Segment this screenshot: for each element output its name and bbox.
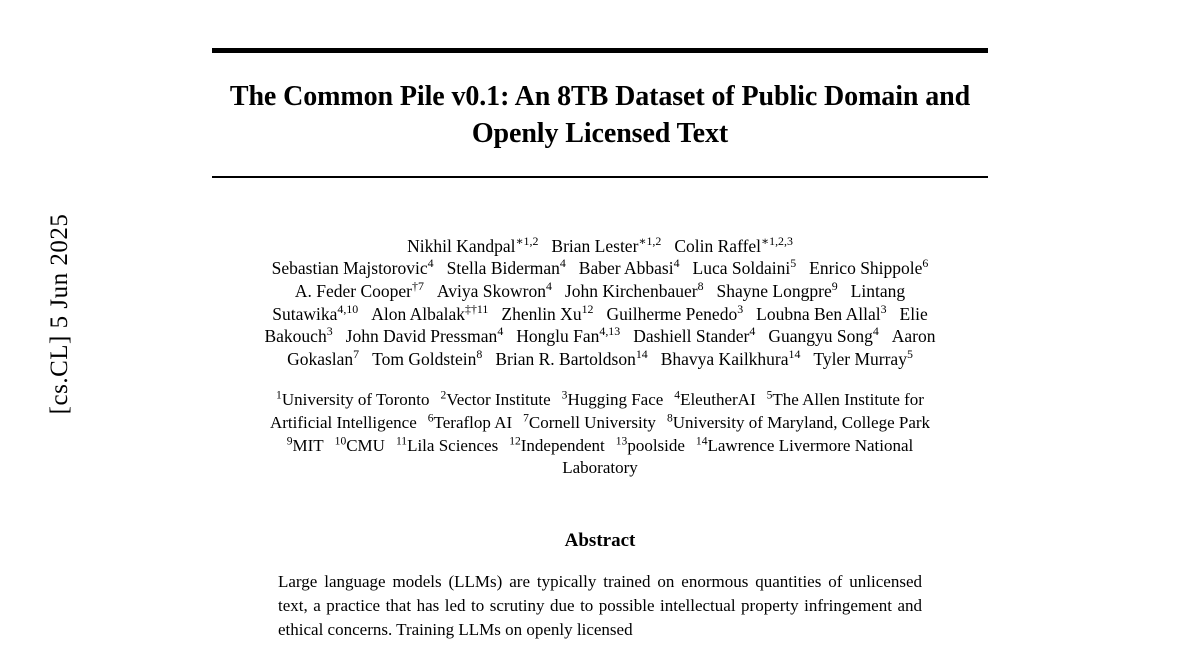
author-name: Bhavya Kailkhura$^{14}$ xyxy=(660,346,801,369)
affiliation-entry: $^{10}$CMU xyxy=(334,433,385,455)
affiliation-entry: $^5$The Allen Institute for xyxy=(766,388,924,410)
affiliation-line xyxy=(212,457,988,480)
author-affiliation-marker: 4 xyxy=(673,256,680,271)
author-line xyxy=(212,257,988,280)
author-line xyxy=(212,348,988,371)
affiliation-entry: $^9$MIT xyxy=(286,433,324,455)
author-affiliation-marker: 6 xyxy=(922,256,929,271)
author-line xyxy=(212,280,988,303)
affiliation-marker: 2 xyxy=(440,388,447,402)
affiliation-marker: 1 xyxy=(276,388,282,402)
author-affiliation-marker: 7 xyxy=(353,346,360,361)
author-affiliation-marker: 3 xyxy=(880,301,887,316)
title-rule-top xyxy=(212,48,988,53)
affiliation-entry: $^6$Teraflop AI xyxy=(427,411,513,432)
author-name: Luca Soldaini$^5$ xyxy=(692,256,797,279)
author-name: Stella Biderman$^4$ xyxy=(446,256,566,279)
author-name: Alon Albalak$^{\ddagger\dagger 11}$ xyxy=(371,301,489,324)
title-rule-bottom xyxy=(212,176,988,178)
author-name: John David Pressman$^4$ xyxy=(345,324,504,347)
affiliation-marker: 4 xyxy=(674,388,681,402)
author-affiliation-marker: 5 xyxy=(790,256,797,271)
affiliation-line xyxy=(212,412,988,435)
affiliation-entry: $^7$Cornell University xyxy=(523,411,656,432)
author-affiliation-marker: ‡†11 xyxy=(465,301,489,316)
author-name: Sebastian Majstorovic$^4$ xyxy=(271,256,434,279)
affiliation-entry: $^2$Vector Institute xyxy=(440,388,551,410)
author-name: Loubna Ben Allal$^3$ xyxy=(756,301,887,324)
author-affiliation-marker: 4 xyxy=(872,324,879,339)
paper-page xyxy=(212,0,988,648)
author-name: Bakouch$^3$ xyxy=(264,324,333,347)
author-name: Guilherme Penedo$^3$ xyxy=(606,301,744,324)
author-name: John Kirchenbauer$^8$ xyxy=(564,279,704,302)
author-affiliation-marker: 3 xyxy=(326,324,333,339)
author-affiliation-marker: 14 xyxy=(635,346,648,361)
affiliation-list xyxy=(212,389,988,479)
author-affiliation-marker: 3 xyxy=(737,301,744,316)
affiliation-entry: $^{11}$Lila Sciences xyxy=(395,433,499,455)
author-affiliation-marker: 8 xyxy=(476,346,483,361)
author-affiliation-marker: †7 xyxy=(412,279,424,294)
author-name: Brian R. Bartoldson$^{14}$ xyxy=(495,346,648,369)
affiliation-entry: $^8$University of Maryland, College Park xyxy=(666,411,931,432)
arxiv-identifier-stamp xyxy=(0,0,73,648)
author-name: Zhenlin Xu$^{12}$ xyxy=(501,301,594,324)
author-line xyxy=(212,303,988,326)
author-line xyxy=(212,325,988,348)
affiliation-marker: 14 xyxy=(695,433,708,447)
author-list xyxy=(212,235,988,370)
author-affiliation-marker: 4 xyxy=(749,324,756,339)
affiliation-line xyxy=(212,389,988,412)
affiliation-entry: $^{13}$poolside xyxy=(615,433,685,455)
arxiv-stamp-text: [cs.CL] 5 Jun 2025 xyxy=(46,213,73,415)
author-name: Colin Raffel$^{∗1,2,3}$ xyxy=(674,234,793,256)
author-affiliation-marker: 4 xyxy=(497,324,504,339)
affiliation-marker: 13 xyxy=(615,433,628,447)
affiliation-marker: 3 xyxy=(561,388,568,402)
abstract-heading: Abstract xyxy=(564,529,636,551)
affiliation-marker: 12 xyxy=(509,433,521,447)
author-affiliation-marker: ∗1,2 xyxy=(515,234,539,249)
affiliation-entry: $^3$Hugging Face xyxy=(561,388,664,410)
author-affiliation-marker: 14 xyxy=(788,346,801,361)
affiliation-entry: $^4$EleutherAI xyxy=(674,388,756,410)
author-affiliation-marker: 9 xyxy=(831,279,838,294)
author-name: Tom Goldstein$^8$ xyxy=(372,346,483,369)
author-name: Lintang xyxy=(850,281,906,302)
affiliation-marker: 10 xyxy=(334,433,347,447)
author-name: Honglu Fan$^{4,13}$ xyxy=(516,324,621,347)
author-name: Elie xyxy=(899,303,928,324)
author-name: Sutawika$^{4,10}$ xyxy=(272,301,359,324)
affiliation-marker: 6 xyxy=(427,411,434,425)
author-affiliation-marker: 4 xyxy=(545,279,552,294)
affiliation-entry: Laboratory xyxy=(562,458,638,478)
author-name: Baber Abbasi$^4$ xyxy=(578,256,680,279)
author-affiliation-marker: ∗1,2 xyxy=(638,234,662,249)
author-affiliation-marker: 4,13 xyxy=(599,324,621,339)
author-name: Nikhil Kandpal$^{∗1,2}$ xyxy=(407,234,539,256)
author-name: Aaron xyxy=(891,326,936,347)
affiliation-entry: $^{12}$Independent xyxy=(509,433,605,455)
page-title: The Common Pile v0.1: An 8TB Dataset of Public Domain and Openly Licensed Text xyxy=(229,81,971,149)
author-name: Dashiell Stander$^4$ xyxy=(633,324,756,347)
affiliation-marker: 11 xyxy=(395,433,408,447)
author-affiliation-marker: 4 xyxy=(559,256,566,271)
author-name: Shayne Longpre$^9$ xyxy=(716,279,838,302)
author-name: Aviya Skowron$^4$ xyxy=(436,279,552,302)
author-name: Brian Lester$^{∗1,2}$ xyxy=(551,234,662,256)
author-name: Gokaslan$^7$ xyxy=(287,346,360,369)
affiliation-marker: 9 xyxy=(286,433,293,447)
abstract-text: Large language models (LLMs) are typically trained on enormous quantities of unlicensed text, a practice that has led to scrutiny due to possible intellectual property infringement and ethical concerns. Training LLMs on openly licensed xyxy=(278,571,922,640)
affiliation-entry: $^{14}$Lawrence Livermore National xyxy=(695,433,914,455)
author-name: Tyler Murray$^5$ xyxy=(813,346,913,369)
author-affiliation-marker: 5 xyxy=(906,346,913,361)
author-name: Guangyu Song$^4$ xyxy=(768,324,879,347)
affiliation-entry: Artificial Intelligence xyxy=(269,412,417,432)
author-affiliation-marker: 4 xyxy=(427,256,434,271)
author-name: A. Feder Cooper$^{\dagger 7}$ xyxy=(294,279,424,302)
author-name: Enrico Shippole$^6$ xyxy=(809,256,929,279)
affiliation-marker: 7 xyxy=(523,411,529,425)
affiliation-line xyxy=(212,435,988,458)
author-affiliation-marker: 8 xyxy=(697,279,704,294)
author-affiliation-marker: 12 xyxy=(581,301,594,316)
author-affiliation-marker: 4,10 xyxy=(337,301,359,316)
affiliation-entry: $^1$University of Toronto xyxy=(276,388,430,410)
author-affiliation-marker: ∗1,2,3 xyxy=(761,234,793,249)
affiliation-marker: 5 xyxy=(766,388,773,402)
affiliation-marker: 8 xyxy=(666,411,673,425)
author-line xyxy=(212,235,988,258)
